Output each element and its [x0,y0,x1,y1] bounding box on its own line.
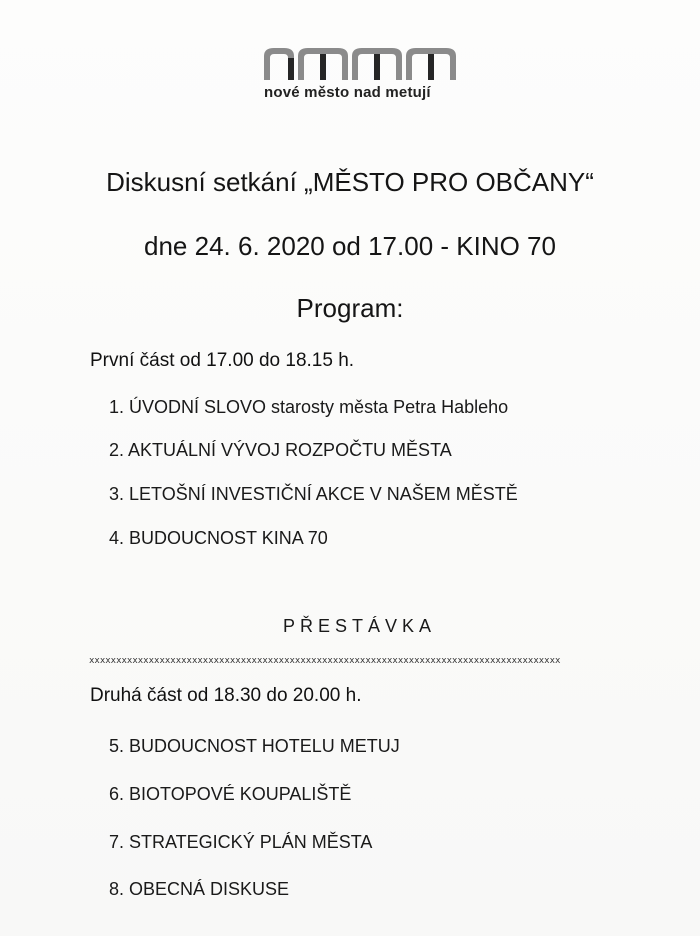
program-item: 5. BUDOUCNOST HOTELU METUJ [109,736,400,756]
part-two-heading: Druhá část od 18.30 do 20.00 h. [90,685,362,706]
logo-text: nové město nad metují [264,84,431,101]
program-item: 1. ÚVODNÍ SLOVO starosty města Petra Hableho [109,397,509,417]
program-heading: Program: [296,293,404,323]
logo-mark-icon [262,44,472,84]
event-date-venue: dne 24. 6. 2020 od 17.00 - KINO 70 [144,231,556,261]
event-title: Diskusní setkání „MĚSTO PRO OBČANY“ [106,167,594,197]
program-item: 8. OBECNÁ DISKUSE [109,879,290,899]
program-item: 4. BUDOUCNOST KINA 70 [109,528,328,548]
program-item: 6. BIOTOPOVÉ KOUPALIŠTĚ [109,784,352,804]
separator-line: xxxxxxxxxxxxxxxxxxxxxxxxxxxxxxxxxxxxxxxxxxxxxxxxxxxxxxxxxxxxxxxxxxxxxxxxxxxxxxxxxxxxxxx [89,656,561,666]
break-label: PŘESTÁVKA [283,616,437,636]
program-item: 7. STRATEGICKÝ PLÁN MĚSTA [109,832,373,852]
program-item: 2. AKTUÁLNÍ VÝVOJ ROZPOČTU MĚSTA [109,440,452,460]
program-item: 3. LETOŠNÍ INVESTIČNÍ AKCE V NAŠEM MĚSTĚ [109,484,518,504]
part-one-heading: První část od 17.00 do 18.15 h. [90,350,355,371]
